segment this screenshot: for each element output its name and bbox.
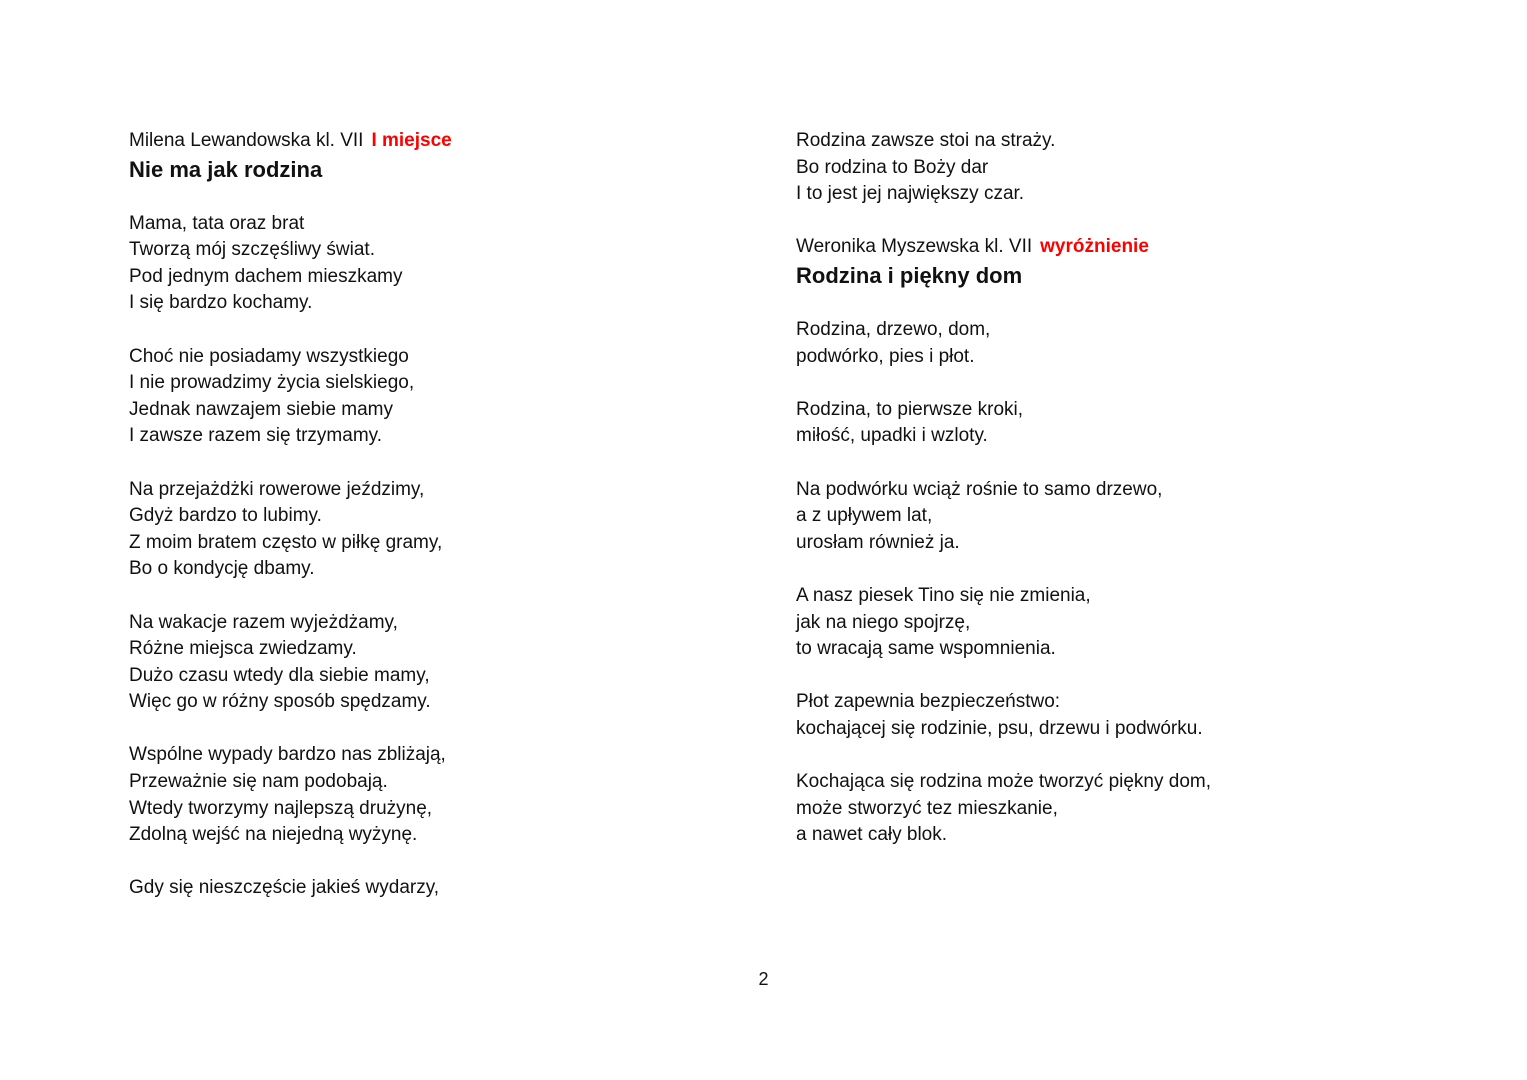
poem-line: Kochająca się rodzina może tworzyć piękny dom, — [796, 771, 1212, 793]
poem-2-stanza-5 — [796, 689, 1436, 742]
poem-line: Wspólne wypady bardzo nas zbliżają, — [129, 744, 446, 766]
poem-1-continuation — [796, 128, 1436, 208]
poem-1-stanza-1 — [129, 211, 769, 317]
poem-line: a nawet cały blok. — [796, 824, 948, 846]
poem-line: a z upływem lat, — [796, 505, 933, 527]
poem-1-author-line — [129, 128, 769, 155]
poem-line: Rodzina, to pierwsze kroki, — [796, 398, 1024, 420]
poem-2-stanza-6 — [796, 769, 1436, 849]
right-column — [796, 128, 1436, 849]
poem-line: podwórko, pies i płot. — [796, 345, 975, 367]
poem-line: I się bardzo kochamy. — [129, 292, 313, 314]
poem-1-author: Milena Lewandowska kl. VII — [129, 130, 364, 151]
poem-2-author: Weronika Myszewska kl. VII — [796, 236, 1033, 258]
poem-line: I nie prowadzimy życia sielskiego, — [129, 372, 415, 394]
poem-line: Różne miejsca zwiedzamy. — [129, 638, 357, 660]
poem-line: to wracają same wspomnienia. — [796, 638, 1056, 660]
poem-2-stanza-3 — [796, 477, 1436, 557]
poem-line: Więc go w różny sposób spędzamy. — [129, 691, 431, 713]
poem-line: Na podwórku wciąż rośnie to samo drzewo, — [796, 478, 1163, 500]
poem-line: może stworzyć tez mieszkanie, — [796, 797, 1058, 819]
poem-line: Tworzą mój szczęśliwy świat. — [129, 239, 375, 261]
poem-2-stanza-4 — [796, 583, 1436, 663]
poem-line: Płot zapewnia bezpieczeństwo: — [796, 691, 1061, 713]
poem-1-award: I miejsce — [371, 130, 452, 151]
poem-line: miłość, upadki i wzloty. — [796, 425, 988, 447]
poem-line: A nasz piesek Tino się nie zmienia, — [796, 584, 1091, 606]
poem-line: Mama, tata oraz brat — [129, 212, 305, 234]
poem-1-title: Nie ma jak rodzina — [129, 156, 323, 182]
poem-line: Rodzina zawsze stoi na straży. — [796, 130, 1056, 151]
poem-1-stanza-4 — [129, 610, 769, 716]
poem-line: urosłam również ja. — [796, 531, 960, 553]
poem-2-award: wyróżnienie — [1040, 236, 1149, 258]
poem-line: Zdolną wejść na niejedną wyżynę. — [129, 824, 418, 846]
poem-2-author-line — [796, 234, 1436, 261]
poem-line: Dużo czasu wtedy dla siebie mamy, — [129, 664, 430, 686]
poem-line: Bo rodzina to Boży dar — [796, 156, 989, 178]
poem-line: Gdy się nieszczęście jakieś wydarzy, — [129, 877, 440, 899]
poem-line: Rodzina, drzewo, dom, — [796, 318, 991, 340]
poem-1-stanza-6 — [129, 875, 769, 902]
poem-line: Jednak nawzajem siebie mamy — [129, 398, 394, 420]
poem-1-stanza-2 — [129, 344, 769, 450]
poem-line: Na przejażdżki rowerowe jeździmy, — [129, 478, 425, 500]
poem-line: kochającej się rodzinie, psu, drzewu i podwórku. — [796, 717, 1203, 739]
poem-1-stanza-5 — [129, 742, 769, 848]
left-column — [129, 128, 769, 902]
poem-line: jak na niego spojrzę, — [796, 611, 971, 633]
poem-line: Bo o kondycję dbamy. — [129, 558, 315, 580]
poem-line: Pod jednym dachem mieszkamy — [129, 265, 403, 287]
poem-line: Przeważnie się nam podobają. — [129, 771, 388, 793]
poem-line: I to jest jej największy czar. — [796, 183, 1025, 205]
poem-2-stanza-2 — [796, 397, 1436, 450]
page-number: 2 — [758, 969, 769, 989]
poem-line: Na wakacje razem wyjeżdżamy, — [129, 611, 398, 633]
poem-line: Z moim bratem często w piłkę gramy, — [129, 531, 443, 553]
poem-line: Wtedy tworzymy najlepszą drużynę, — [129, 797, 433, 819]
poem-2-title: Rodzina i piękny dom — [796, 262, 1023, 288]
poem-1-stanza-3 — [129, 477, 769, 583]
poem-2-stanza-1 — [796, 317, 1436, 370]
poem-line: I zawsze razem się trzymamy. — [129, 425, 383, 447]
poem-line: Gdyż bardzo to lubimy. — [129, 505, 322, 527]
poem-line: Choć nie posiadamy wszystkiego — [129, 345, 409, 367]
